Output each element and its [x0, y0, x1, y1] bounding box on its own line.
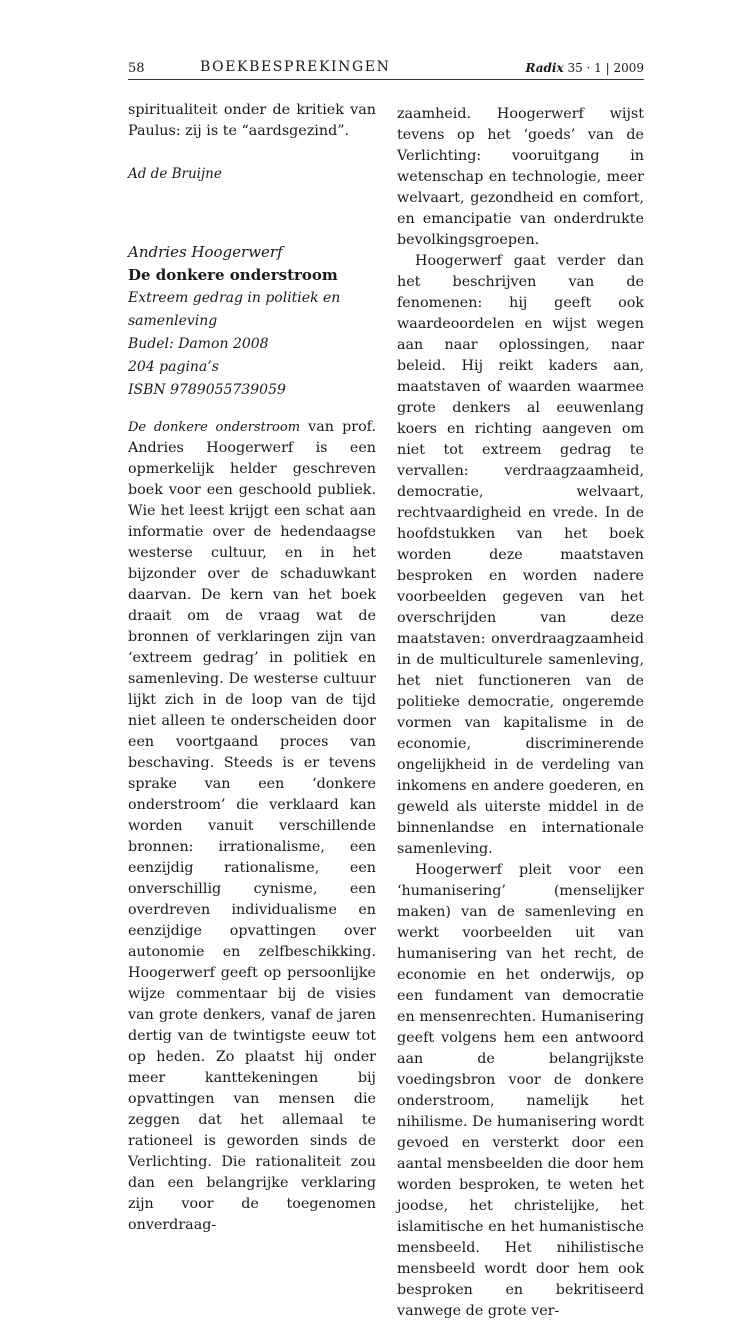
- review-text: van prof. Andries Hoogerwerf is een opmerkelijk helder geschreven boek voor een geschoold publiek. Wie het leest krijgt een schat aan informatie over de hedendaagse westerse cultuur, en in het bijzonder over de schaduwkant daarvan. De kern van het boek draait om de vraag wat de bronnen of verklaringen zijn van ‘extreem gedrag’ in politiek en samenleving. De westerse cultuur lijkt zich in de loop van de tijd niet alleen te onderscheiden door een voortgaand proces van beschaving. Steeds is er tevens sprake van een ‘donkere onderstroom’ die verklaard kan worden vanuit verschillende bronnen: irrationalisme, een eenzijdig rationalisme, een onverschillig cynisme, een overdreven individualisme en eenzijdige opvattingen over autonomie en zelfbeschikking. Hoogerwerf geeft op persoonlijke wijze commentaar bij de visies van grote denkers, vanaf de jaren dertig van de twintigste eeuw tot op heden. Zo plaatst hij onder meer kanttekeningen bij opvattingen van mensen die zeggen dat het allemaal te rationeel is geworden sinds de Verlichting. Die rationaliteit zou dan een belangrijke verklaring zijn voor de toegenomen onverdraag-: [128, 419, 376, 1233]
- section-title: BOEKBESPREKINGEN: [200, 59, 391, 75]
- book-isbn: ISBN 9789055739059: [128, 382, 286, 398]
- review-paragraph-2: Hoogerwerf gaat verder dan het beschrijven van de fenomenen: hij geeft ook waardeoordelen en wijst wegen aan naar oplossingen, naar beleid. Hij reikt kaders aan, maatstaven of waarden waarmee grote denkers al eeuwenlang koers en richting aangeven om niet tot extreem gedrag te vervallen: verdraagzaamheid, democratie, welvaart, rechtvaardigheid en vrede. In de hoofdstukken van het boek worden deze maatstaven besproken en worden nadere voorbeelden gegeven van het overschrijden van deze maatstaven: onverdraagzaamheid in de multiculturele samenleving, het niet functioneren van de politieke democratie, ongeremde vormen van kapitalisme in de economie, discriminerende ongelijkheid in de verdeling van inkomens en andere goederen, en geweld als uiterste middel in de binnenlandse en internationale samenleving.: [397, 253, 644, 857]
- review-title-reference: De donkere onderstroom: [128, 420, 301, 435]
- review-paragraph-3: Hoogerwerf pleit voor een ‘humanisering’ (menselijker maken) van de samenleving en werkt voorbeelden uit van humanisering van het recht, de economie en het onderwijs, op een fundament van democratie en mensenrechten. Humanisering geeft volgens hem een antwoord aan de belangrijkste voedingsbron voor de donkere onderstroom, namelijk het nihilisme. De humanisering wordt gevoed en versterkt door een aantal mensbeelden die door hem worden besproken, te weten het joodse, het christelijke, het islamitische en het humanistische mensbeeld. Het nihilistische mensbeeld wordt door hem ook besproken en bekritiseerd vanwege de grote ver-: [397, 862, 644, 1319]
- page-number: 58: [128, 61, 145, 76]
- journal-info: [525, 61, 644, 75]
- book-pages: 204 pagina’s: [128, 359, 219, 375]
- running-header: [128, 59, 644, 81]
- book-publisher: Budel: Damon 2008: [128, 336, 269, 352]
- book-title: De donkere onderstroom: [128, 266, 338, 284]
- journal-name: Radix: [525, 61, 564, 75]
- left-column: [128, 100, 376, 1236]
- right-column: [397, 104, 644, 1322]
- continuation-paragraph: spiritualiteit onder de kritiek van Paulus: zij is te “aardsgezind”.: [128, 102, 376, 139]
- journal-issue: 35 · 1 | 2009: [563, 61, 644, 75]
- header-rule: [128, 79, 644, 80]
- review-paragraph: [128, 417, 376, 1236]
- book-author: Andries Hoogerwerf: [128, 243, 283, 261]
- review-paragraph-1: zaamheid. Hoogerwerf wijst tevens op het ‘goeds’ van de Verlichting: vooruitgang in wetenschap en technologie, meer welvaart, gezondheid en comfort, en emancipatie van onderdrukte bevolkingsgroepen.: [397, 106, 644, 248]
- book-subtitle: Extreem gedrag in politiek en samenleving: [128, 290, 341, 329]
- book-metadata: [128, 241, 376, 402]
- reviewer-name: Ad de Bruijne: [128, 166, 222, 182]
